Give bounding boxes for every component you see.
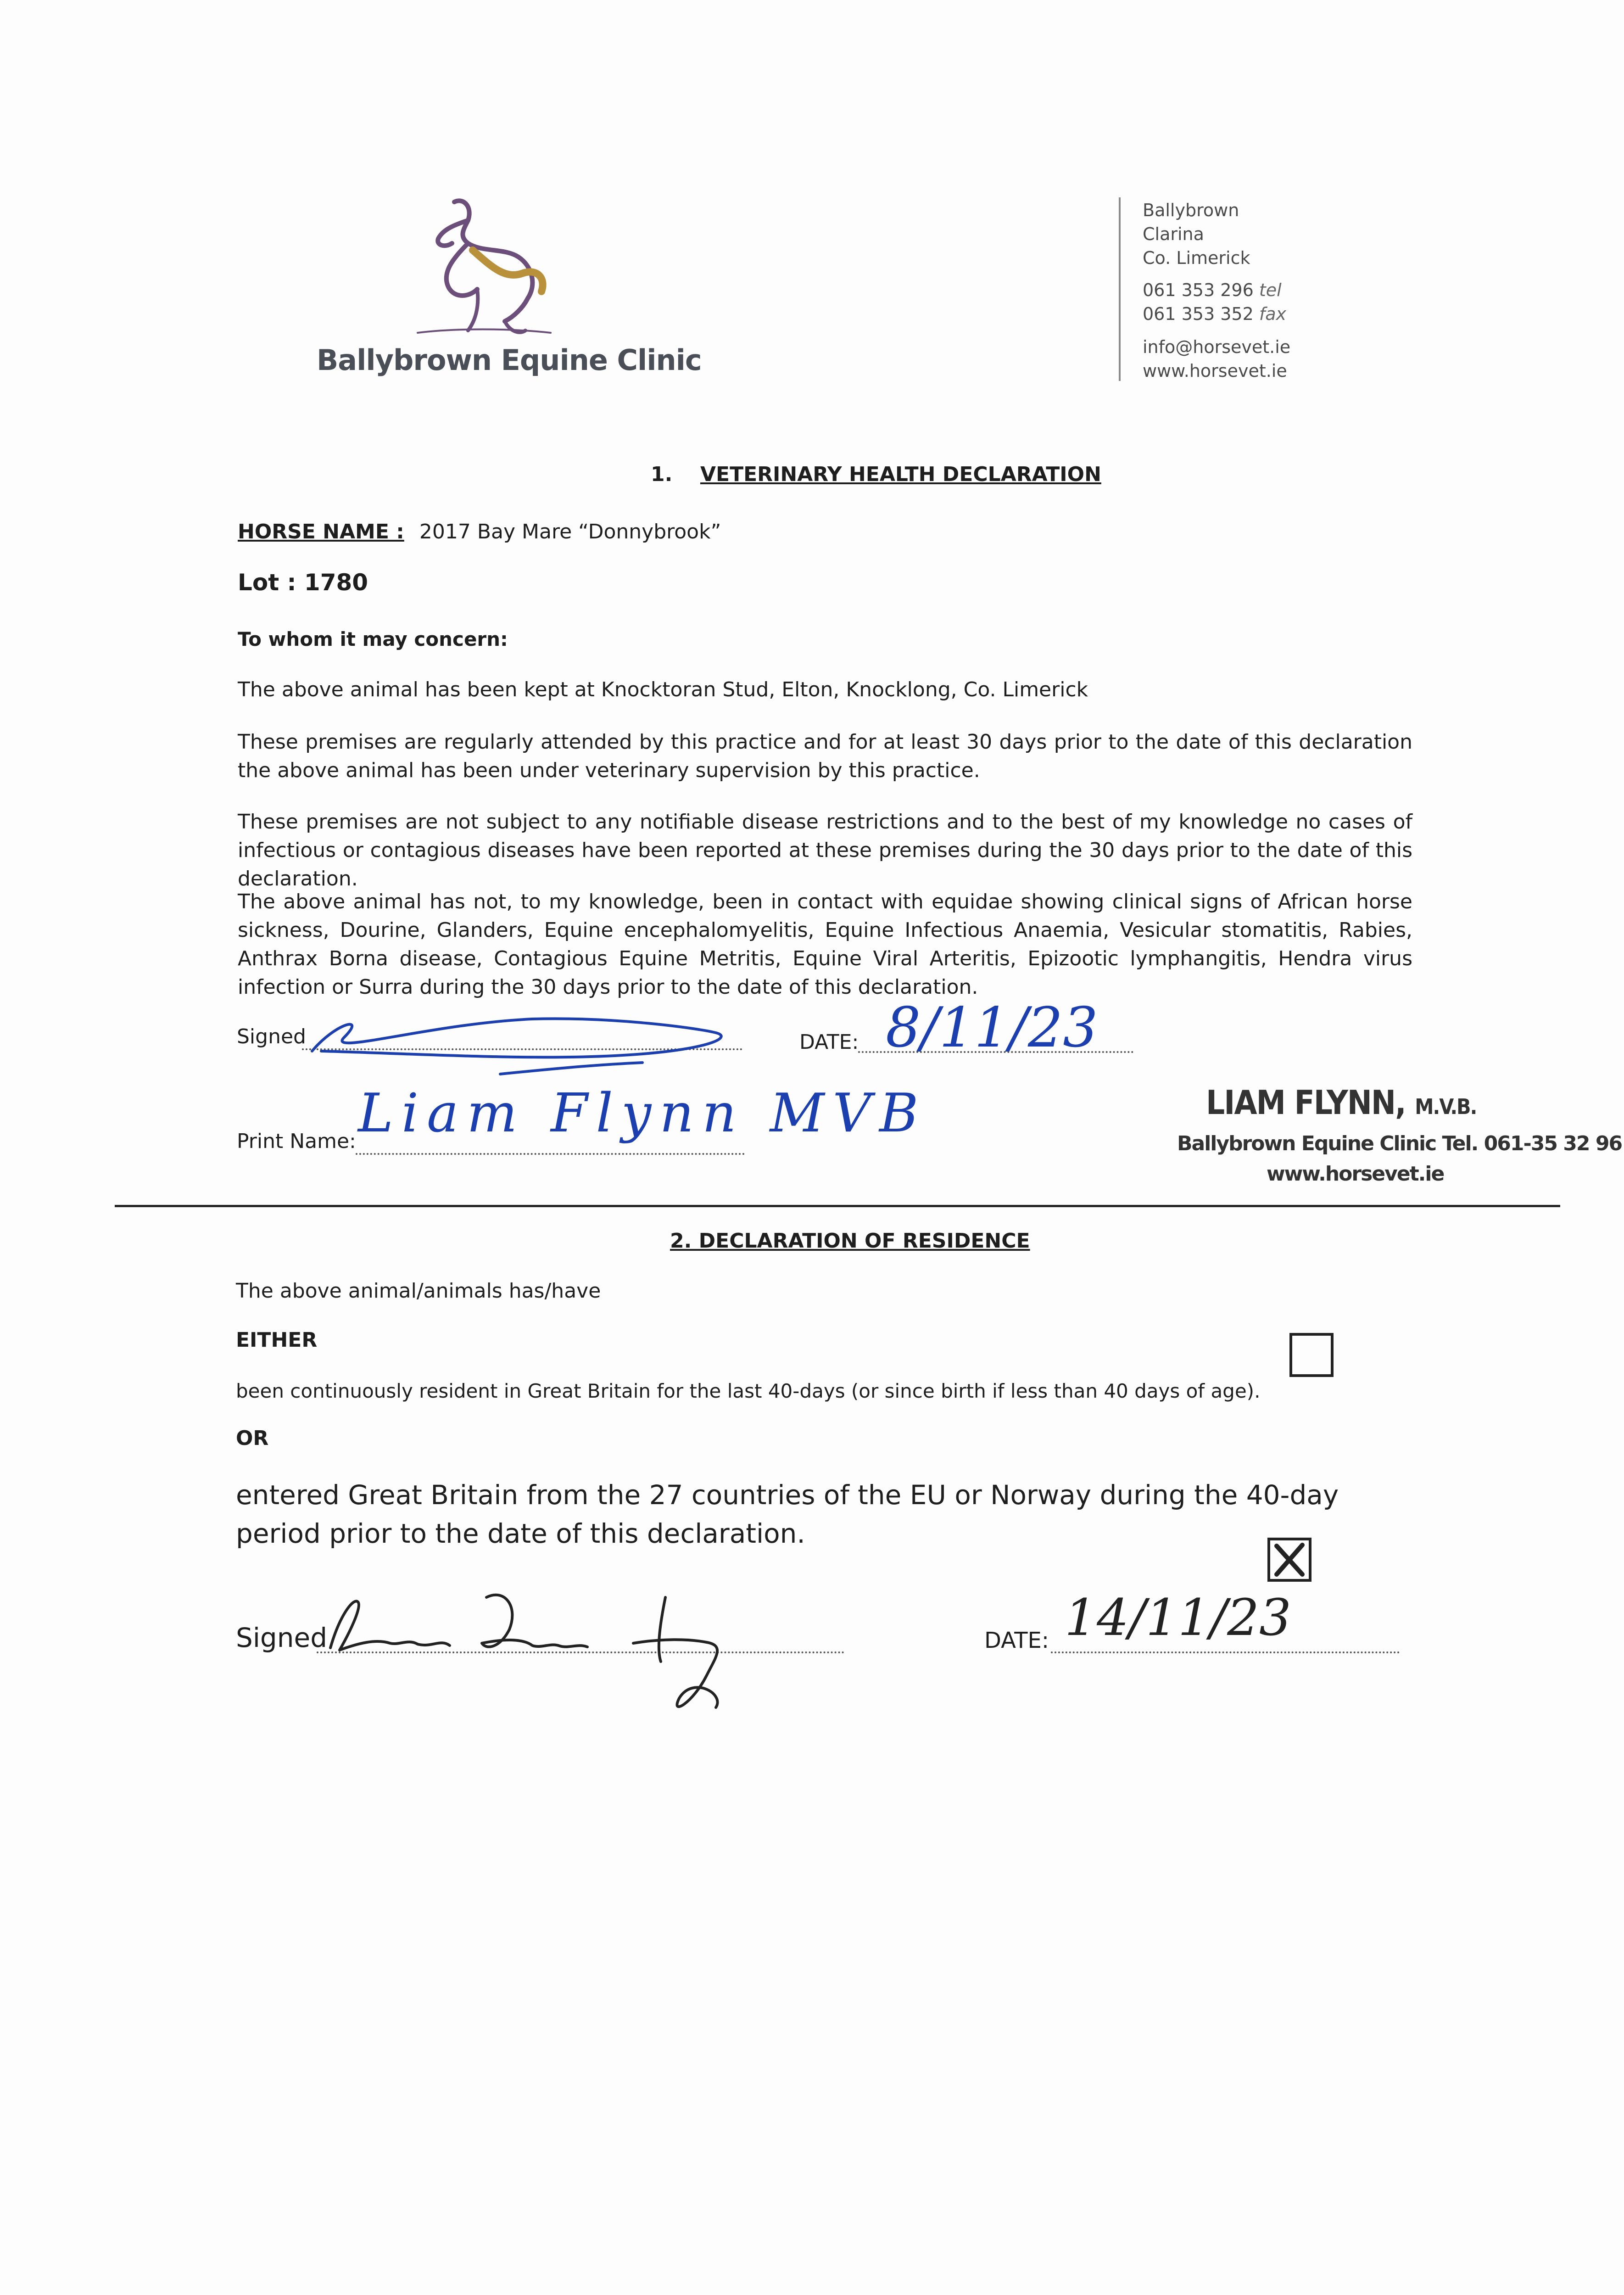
print-name-label: Print Name: — [237, 1130, 356, 1153]
paragraph-supervision: These premises are regularly attended by this practice and for at least 30 days prior to the date of this declaration the above animal has been under veterinary supervision by this practice. — [238, 730, 1412, 782]
rearing-horse-logo-icon — [399, 193, 564, 340]
address-line-2: Clarina — [1143, 224, 1204, 244]
phone-label: tel — [1259, 280, 1282, 300]
address-line-1: Ballybrown — [1143, 200, 1239, 220]
vet-stamp-clinic-line: Ballybrown Equine Clinic Tel. 061-35 32 96 — [1177, 1132, 1622, 1155]
print-name-line[interactable] — [356, 1153, 745, 1155]
phone-line — [1143, 278, 1282, 302]
print-name-value: Liam Flynn MVB — [358, 1082, 927, 1144]
option2-checkbox[interactable] — [1267, 1538, 1311, 1582]
owner-date-label: DATE: — [984, 1628, 1049, 1653]
owner-date-value: 14/11/23 — [1065, 1588, 1292, 1647]
fax-line — [1143, 302, 1286, 326]
email-line: info@horsevet.ie — [1143, 337, 1291, 357]
option1-text: been continuously resident in Great Britain for the last 40-days (or since birth if less than 40 days of age). — [236, 1380, 1261, 1402]
vet-date-label: DATE: — [799, 1030, 859, 1054]
section2-title: 2. DECLARATION OF RESIDENCE — [670, 1229, 1030, 1253]
vet-stamp-website-line: www.horsevet.ie — [1267, 1162, 1444, 1186]
section1-number: 1. — [651, 463, 673, 486]
vet-signature — [294, 996, 743, 1088]
paragraph-restrictions: These premises are not subject to any notifiable disease restrictions and to the best of my knowledge no cases of infectious or contagious diseases have been reported at these premises during the 30 days prior to the date of this declaration. — [238, 810, 1412, 890]
paragraph-premises: The above animal has been kept at Knocktoran Stud, Elton, Knocklong, Co. Limerick — [238, 678, 1088, 701]
option2-text: entered Great Britain from the 27 countries of the EU or Norway during the 40-day period prior to the date of this declaration. — [236, 1479, 1339, 1549]
horse-name-value: 2017 Bay Mare “Donnybrook” — [419, 520, 721, 543]
phone-number: 061 353 296 — [1143, 280, 1254, 300]
owner-date-line[interactable] — [1051, 1651, 1400, 1653]
vet-date-value: 8/11/23 — [886, 996, 1098, 1060]
website-line: www.horsevet.ie — [1143, 361, 1287, 381]
owner-signed-label: Signed — [236, 1622, 328, 1653]
fax-label: fax — [1259, 304, 1286, 324]
horse-name-row — [238, 518, 721, 546]
owner-signature — [312, 1570, 826, 1721]
contact-divider — [1119, 197, 1121, 381]
vet-stamp-name — [1206, 1083, 1476, 1122]
fax-number: 061 353 352 — [1143, 304, 1254, 324]
or-label: OR — [236, 1427, 269, 1450]
paragraph-disease-contact: The above animal has not, to my knowledge, been in contact with equidae showing clinical signs of African horse sickness, Dourine, Glanders, Equine encephalomyelitis, Equine Infectious Anaemia, Vesicular stomatitis, Rabies, Anthrax Borna disease, Contagious Equine Metritis, Equine Viral Arteritis, Epizootic lymphangitis, Hendra virus infection or Surra during the 30 days prior to the date of this declaration. — [238, 890, 1412, 999]
option1-checkbox[interactable] — [1289, 1333, 1334, 1377]
checkmark-x-icon — [1270, 1540, 1309, 1579]
section2-intro: The above animal/animals has/have — [236, 1279, 601, 1303]
vet-signed-label: Signed — [237, 1025, 306, 1048]
clinic-name: Ballybrown Equine Clinic — [317, 343, 702, 377]
vet-stamp-credential: M.V.B. — [1415, 1094, 1477, 1119]
lot-number: Lot : 1780 — [238, 569, 368, 596]
horse-name-label: HORSE NAME : — [238, 520, 404, 543]
section1-title: VETERINARY HEALTH DECLARATION — [700, 463, 1101, 486]
vet-stamp-name-text: LIAM FLYNN, — [1206, 1083, 1406, 1122]
address-line-3: Co. Limerick — [1143, 248, 1250, 268]
salutation: To whom it may concern: — [238, 628, 508, 650]
either-label: EITHER — [236, 1328, 318, 1352]
section-divider — [115, 1205, 1560, 1207]
